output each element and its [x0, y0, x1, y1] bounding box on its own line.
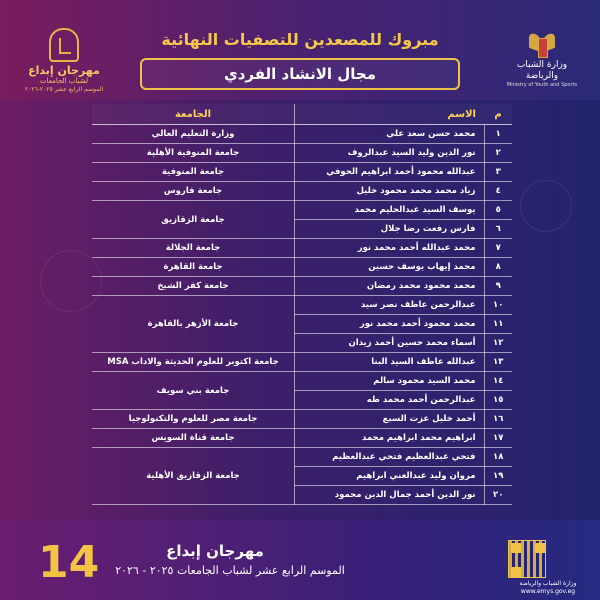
ministry-logo-title: وزارة الشباب والرياضة	[516, 60, 568, 81]
participant-name: عبدالله عاطف السيد البنا	[295, 353, 485, 372]
table-row	[92, 258, 512, 277]
university-name: جامعة المنوفية	[92, 163, 295, 182]
table-row	[92, 144, 512, 163]
row-number: ١٦	[484, 410, 512, 429]
participant-name: نور الدين وليد السيد عبدالروف	[295, 144, 485, 163]
festival-logo-subtitle: لشباب الجامعات	[39, 77, 88, 85]
row-number: ١٨	[484, 448, 512, 467]
results-table	[92, 104, 512, 505]
participant-name: زياد محمد محمد محمود خليل	[295, 182, 485, 201]
table-row	[92, 277, 512, 296]
table-header-row	[92, 104, 512, 125]
participant-name: محمد محمود أحمد محمد نور	[295, 315, 485, 334]
header-university: الجامعة	[92, 104, 295, 125]
row-number: ١٤	[484, 372, 512, 391]
ministry-logo-subtitle: Ministry of Youth and Sports	[506, 82, 578, 88]
row-number: ٩	[484, 277, 512, 296]
university-name: جامعة الجلالة	[92, 239, 295, 258]
row-number: ٢٠	[484, 486, 512, 505]
festival-logo-season: الموسم الرابع عشر ٢٠٢٥-٢٠٢٦	[24, 86, 104, 93]
table-row	[92, 410, 512, 429]
header-num: م	[484, 104, 512, 125]
university-name: وزارة التعليم العالي	[92, 125, 295, 144]
university-name: جامعة المنوفية الأهلية	[92, 144, 295, 163]
row-number: ٨	[484, 258, 512, 277]
row-number: ١٧	[484, 429, 512, 448]
participant-name: مروان وليد عبدالغني ابراهيم	[295, 467, 485, 486]
university-name: جامعة اكتوبر للعلوم الحديثة والاداب MSA	[92, 353, 295, 372]
footer-subtitle: الموسم الرابع عشر لشباب الجامعات ٢٠٢٥ - ٢٠٢٦	[115, 564, 345, 577]
footer-ministry-name: وزارة الشباب والرياضة	[519, 580, 577, 587]
university-name: جامعة الزقازيق الأهلية	[92, 448, 295, 505]
row-number: ٥	[484, 201, 512, 220]
footer-title: مهرجان إبداع	[166, 542, 264, 560]
festival-logo-title: مهرجان إبداع	[28, 64, 100, 77]
participant-name: أسماء محمد حسين أحمد زيدان	[295, 334, 485, 353]
table-row	[92, 429, 512, 448]
participant-name: عبدالرحمن عاطف نصر سيد	[295, 296, 485, 315]
participant-name: عبدالله محمود أحمد ابراهيم الحوفي	[295, 163, 485, 182]
festival-emblem-icon	[49, 28, 79, 62]
row-number: ٢	[484, 144, 512, 163]
row-number: ١٠	[484, 296, 512, 315]
participant-name: يوسف السيد عبدالحليم محمد	[295, 201, 485, 220]
table-row	[92, 448, 512, 467]
page-headline: مبروك للمصعدين للتصفيات النهائية	[161, 30, 439, 49]
festival-logo	[24, 28, 104, 94]
table-row	[92, 353, 512, 372]
row-number: ١٥	[484, 391, 512, 410]
participant-name: محمد محمود محمد رمضان	[295, 277, 485, 296]
participant-name: محمد السيد محمود سالم	[295, 372, 485, 391]
ministry-logo	[502, 30, 582, 89]
table-row	[92, 372, 512, 391]
row-number: ١٩	[484, 467, 512, 486]
table-body	[92, 125, 512, 505]
university-name: جامعة مصر للعلوم والتكنولوجيا	[92, 410, 295, 429]
participant-name: محمد إيهاب يوسف حسين	[295, 258, 485, 277]
participant-name: محمد حسن سعد علي	[295, 125, 485, 144]
table-row	[92, 163, 512, 182]
participant-name: أحمد خليل عزت السبع	[295, 410, 485, 429]
participant-name: عبدالرحمن أحمد محمد طه	[295, 391, 485, 410]
results-table-container	[92, 104, 512, 504]
header-name: الاسم	[295, 104, 485, 125]
participant-name: نور الدين أحمد جمال الدين محمود	[295, 486, 485, 505]
category-title: مجال الانشاد الفردي	[140, 58, 460, 90]
participant-name: فارس رفعت رضا جلال	[295, 220, 485, 239]
row-number: ١٢	[484, 334, 512, 353]
table-row	[92, 125, 512, 144]
university-name: جامعة قناة السويس	[92, 429, 295, 448]
participant-name: محمد عبدالله أحمد محمد نور	[295, 239, 485, 258]
participant-name: ابراهيم محمد ابراهيم محمد	[295, 429, 485, 448]
university-name: جامعة الأزهر بالقاهرة	[92, 296, 295, 353]
university-name: جامعة القاهرة	[92, 258, 295, 277]
table-row	[92, 201, 512, 220]
university-name: جامعة فاروس	[92, 182, 295, 201]
season-number-logo: 14	[38, 537, 100, 588]
row-number: ٣	[484, 163, 512, 182]
decorative-circle	[520, 180, 572, 232]
university-name: جامعة كفر الشيخ	[92, 277, 295, 296]
row-number: ١	[484, 125, 512, 144]
participant-name: فتحي عبدالعظيم فتحي عبدالعظيم	[295, 448, 485, 467]
row-number: ٧	[484, 239, 512, 258]
row-number: ١٣	[484, 353, 512, 372]
qr-code-icon	[508, 540, 546, 578]
row-number: ١١	[484, 315, 512, 334]
footer-website[interactable]: www.emys.gov.eg	[520, 588, 576, 595]
row-number: ٦	[484, 220, 512, 239]
eagle-emblem-icon	[529, 30, 555, 58]
table-row	[92, 239, 512, 258]
footer-ministry	[500, 580, 596, 596]
table-row	[92, 182, 512, 201]
table-row	[92, 296, 512, 315]
university-name: جامعة بني سويف	[92, 372, 295, 410]
university-name: جامعة الزقازيق	[92, 201, 295, 239]
row-number: ٤	[484, 182, 512, 201]
